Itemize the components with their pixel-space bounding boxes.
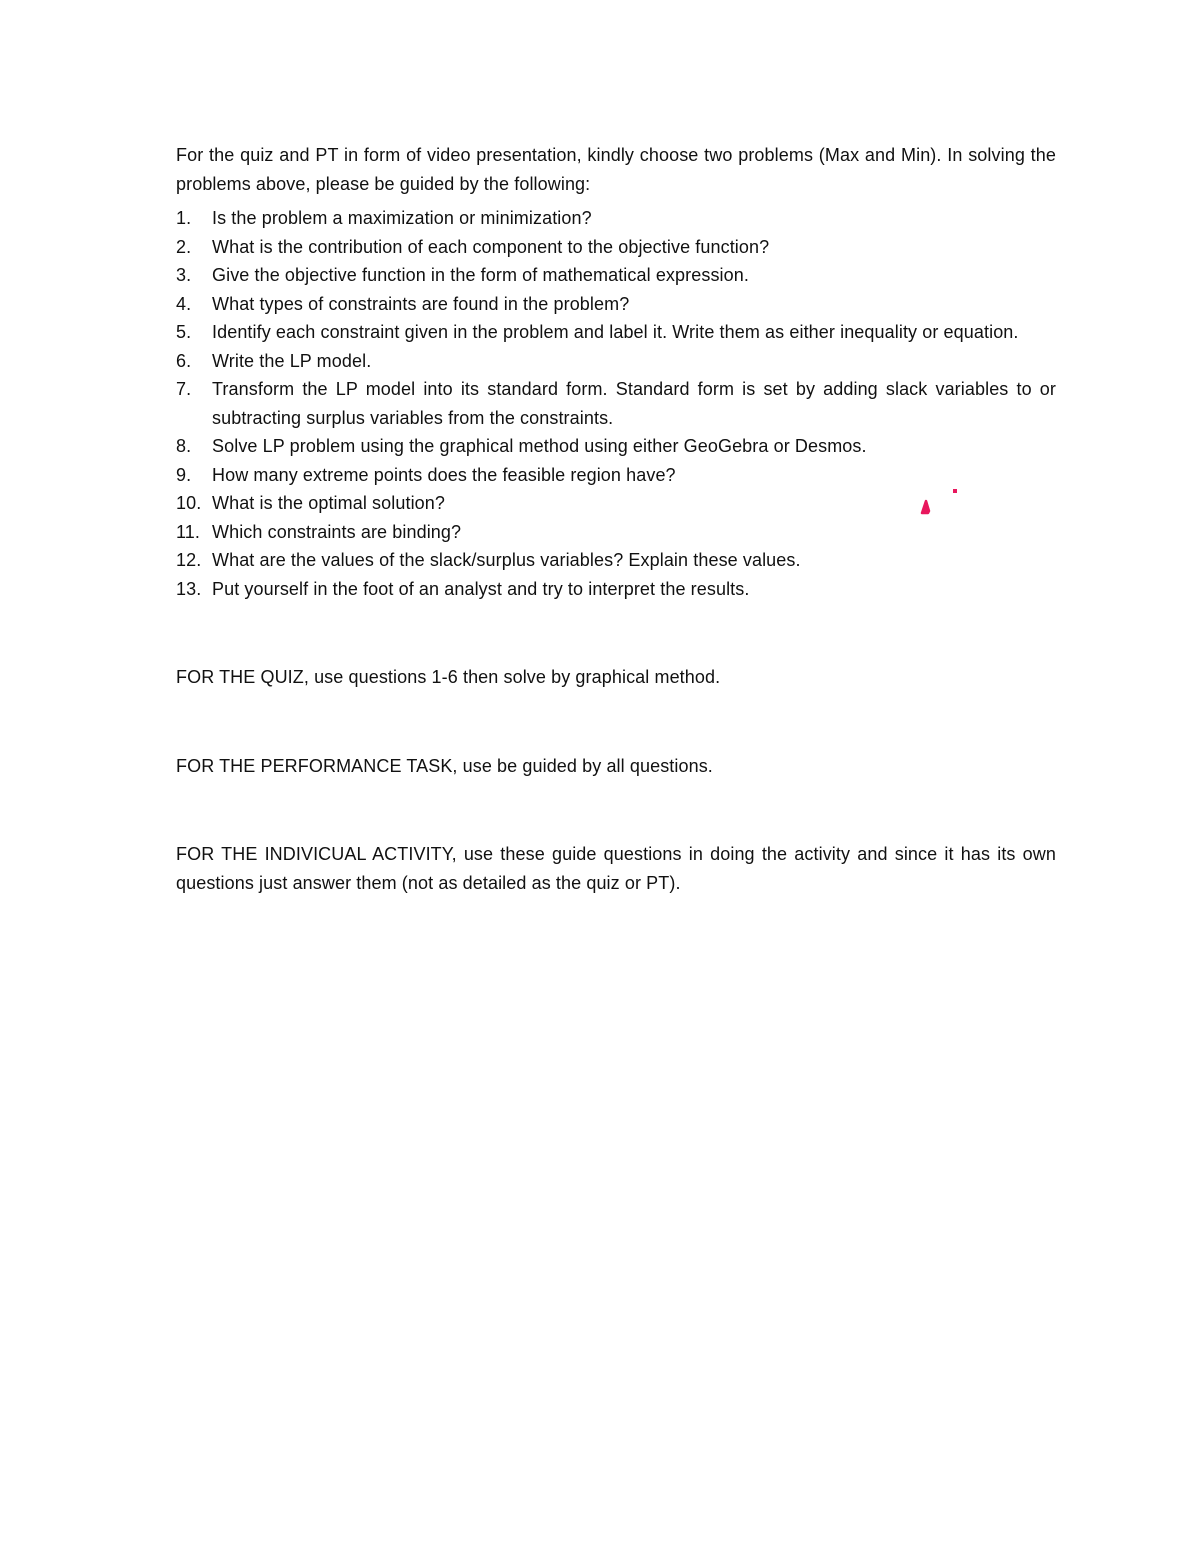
quiz-instruction: FOR THE QUIZ, use questions 1-6 then solve by graphical method. bbox=[176, 667, 721, 687]
list-item bbox=[176, 518, 1056, 547]
list-item-number: 4. bbox=[176, 293, 192, 314]
pen-dot bbox=[953, 489, 957, 493]
list-item-number: 3. bbox=[176, 265, 192, 285]
list-item bbox=[176, 261, 1056, 290]
list-item-number: 12. bbox=[176, 550, 202, 570]
list-item-text: Put yourself in the foot of an analyst and try to interpret the results. bbox=[212, 578, 750, 599]
list-item-text: Identify each constraint given in the problem and label it. Write them as either inequality or equation. bbox=[212, 322, 1019, 342]
list-item-number: 13. bbox=[176, 578, 202, 599]
list-item-number: 8. bbox=[176, 436, 192, 456]
performance-task-instruction: FOR THE PERFORMANCE TASK, use be guided by all questions. bbox=[176, 755, 713, 776]
list-item-text: What are the values of the slack/surplus variables? Explain these values. bbox=[212, 550, 801, 570]
list-item-number: 1. bbox=[176, 208, 192, 228]
list-item-number: 9. bbox=[176, 464, 192, 485]
list-item bbox=[176, 347, 1056, 376]
list-item bbox=[176, 233, 1056, 262]
list-item-text: What types of constraints are found in the problem? bbox=[212, 293, 630, 314]
list-item-number: 11. bbox=[176, 521, 200, 542]
list-item-text: How many extreme points does the feasible region have? bbox=[212, 464, 676, 485]
list-item-number: 5. bbox=[176, 322, 192, 342]
list-item-text: Transform the LP model into its standard form. Standard form is set by adding slack variables to or subtracting surplus variables from the constraints. bbox=[212, 379, 1056, 428]
list-item-number: 10. bbox=[176, 493, 202, 513]
list-item bbox=[176, 575, 1056, 604]
guide-questions-list bbox=[176, 204, 1056, 603]
pen-stroke bbox=[922, 501, 929, 513]
list-item-text: Give the objective function in the form of mathematical expression. bbox=[212, 265, 749, 285]
pen-mark-icon bbox=[916, 484, 966, 520]
list-item-text: What is the optimal solution? bbox=[212, 493, 446, 513]
list-item bbox=[176, 375, 1056, 432]
list-item bbox=[176, 546, 1056, 575]
list-item-number: 2. bbox=[176, 236, 192, 257]
list-item bbox=[176, 318, 1056, 347]
list-item-text: Solve LP problem using the graphical method using either GeoGebra or Desmos. bbox=[212, 436, 867, 456]
list-item-number: 7. bbox=[176, 379, 192, 399]
list-item bbox=[176, 432, 1056, 461]
list-item bbox=[176, 204, 1056, 233]
list-item-number: 6. bbox=[176, 350, 192, 371]
intro-paragraph: For the quiz and PT in form of video presentation, kindly choose two problems (Max and Min). In solving the problems above, please be guided by the following: bbox=[176, 145, 1056, 194]
individual-activity-instruction: FOR THE INDIVICUAL ACTIVITY, use these guide questions in doing the activity and since it has its own questions just answer them (not as detailed as the quiz or PT). bbox=[176, 844, 1056, 893]
list-item-text: What is the contribution of each component to the objective function? bbox=[212, 236, 770, 257]
list-item-text: Which constraints are binding? bbox=[212, 521, 462, 542]
list-item bbox=[176, 290, 1056, 319]
list-item-text: Is the problem a maximization or minimization? bbox=[212, 208, 592, 228]
list-item-text: Write the LP model. bbox=[212, 350, 372, 371]
